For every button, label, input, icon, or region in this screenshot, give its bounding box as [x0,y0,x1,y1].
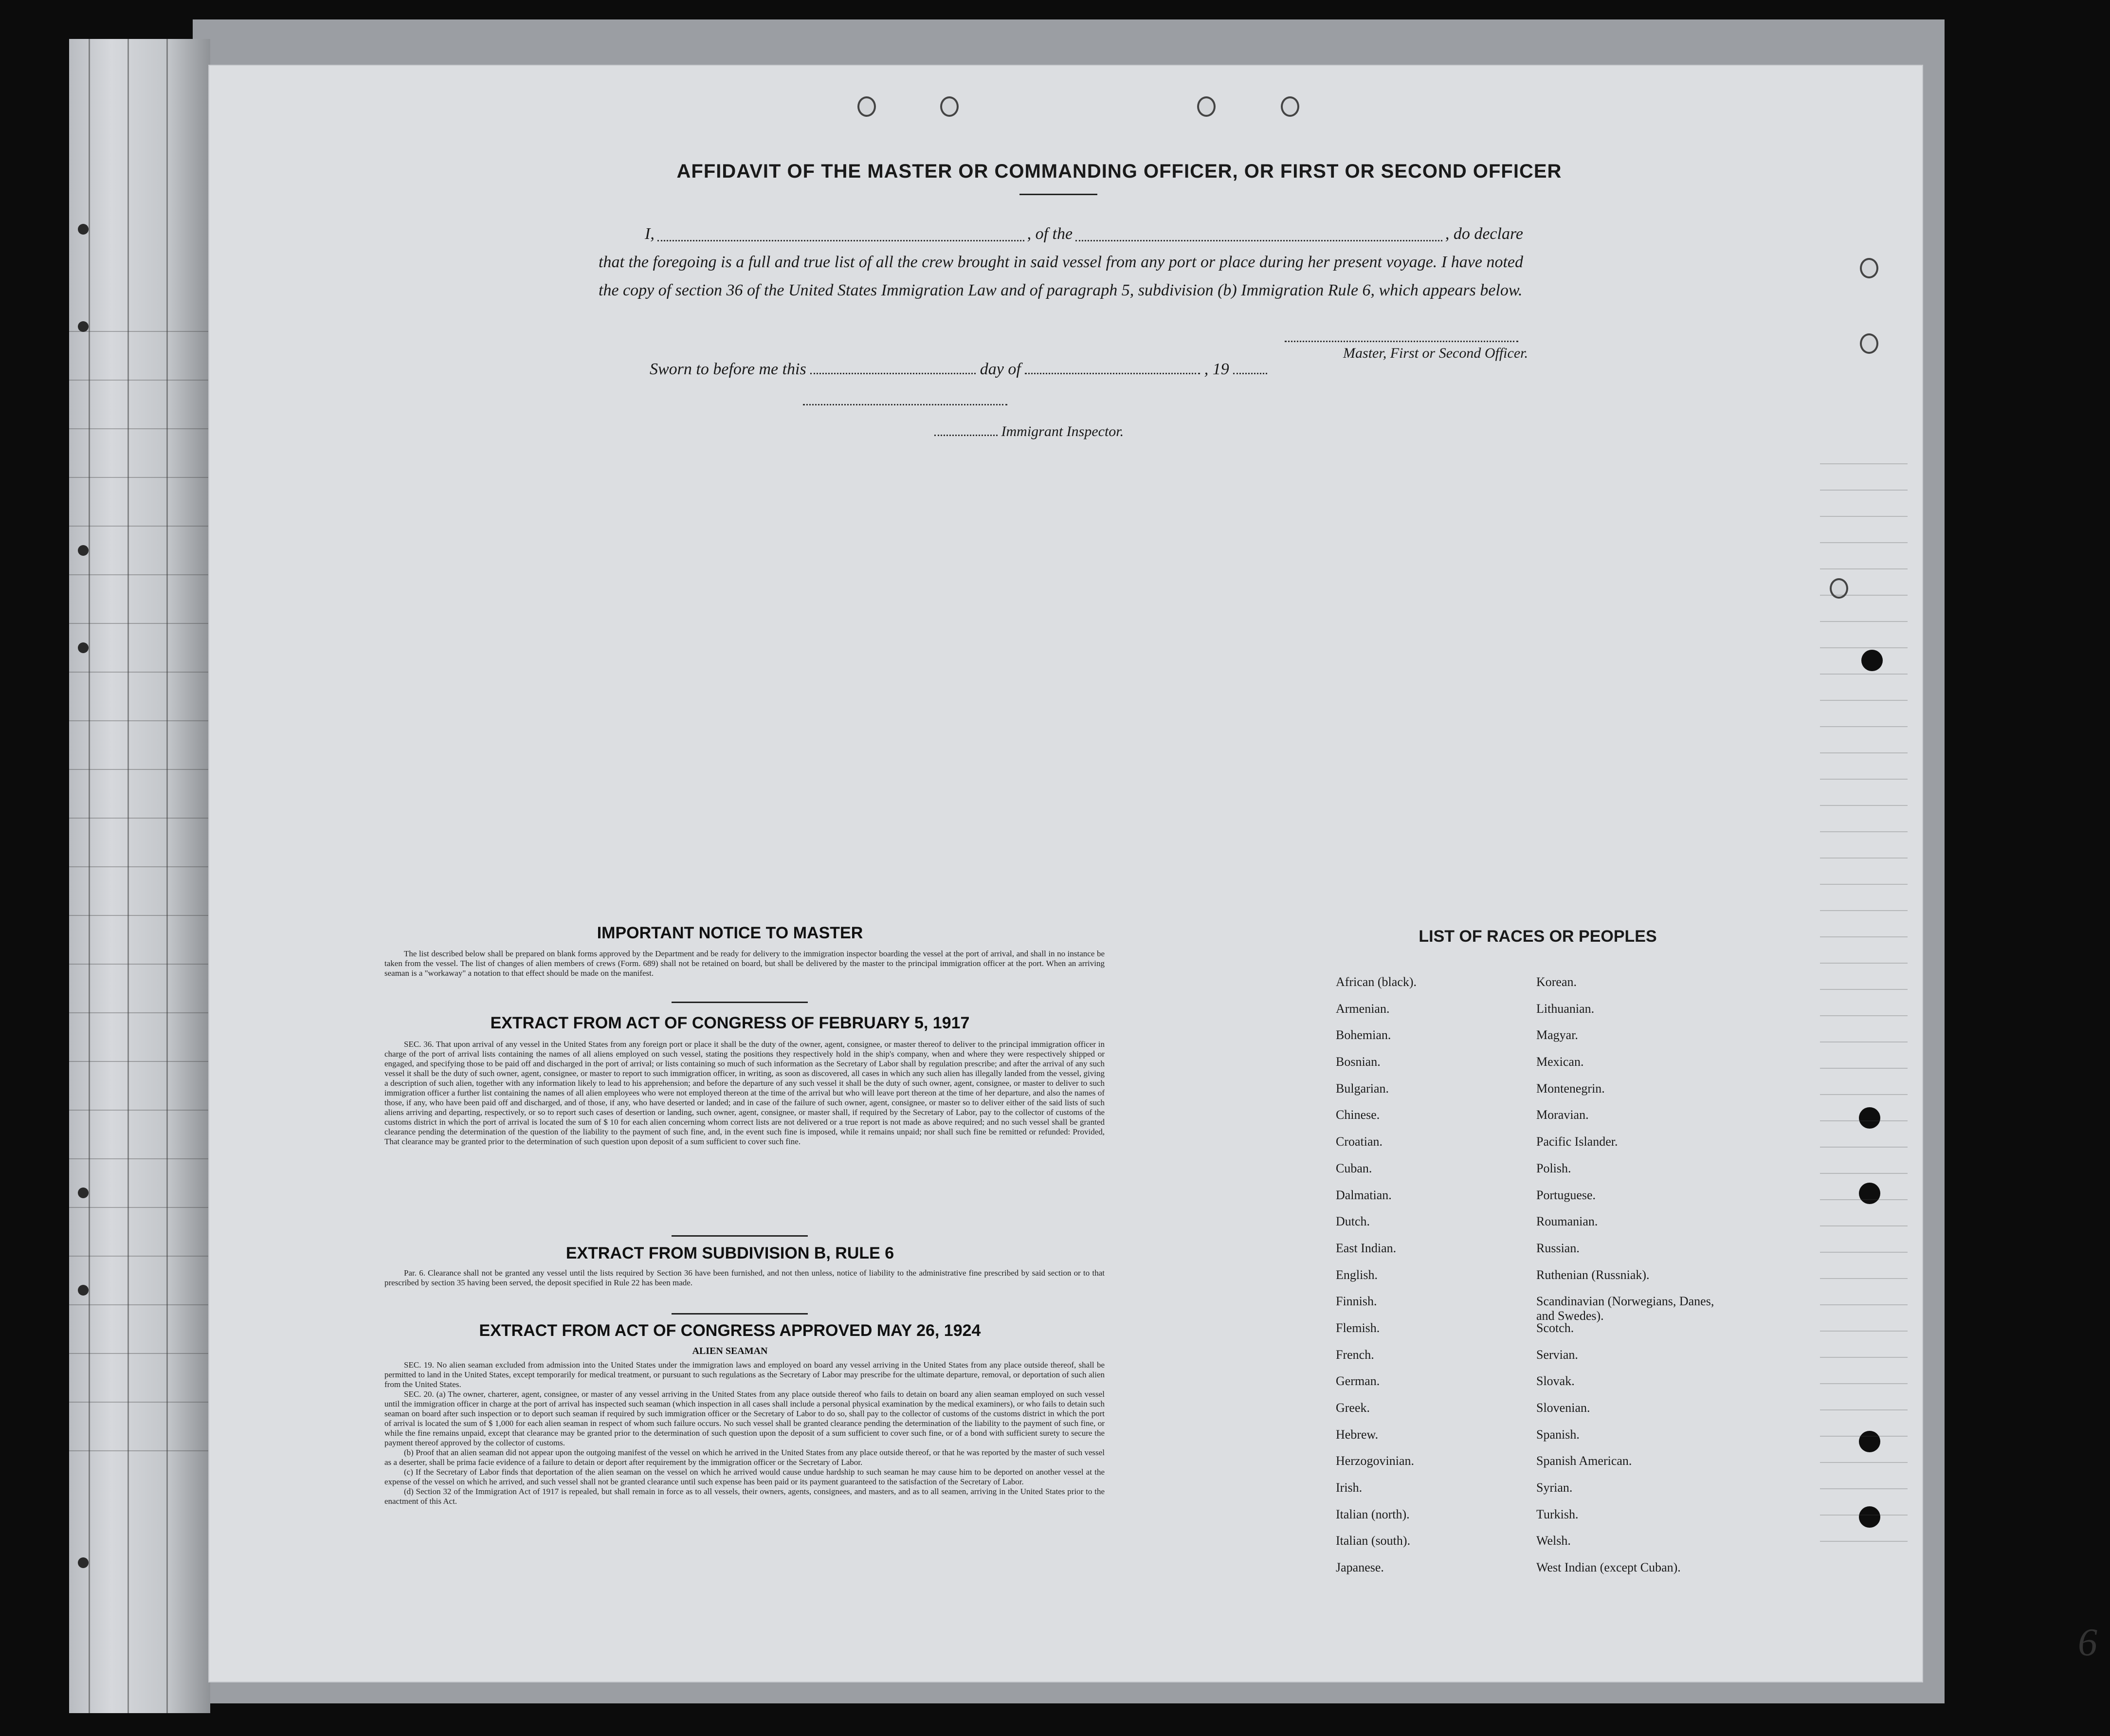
race-item: Dalmatian. [1336,1188,1392,1202]
extract-1924-subheading: ALIEN SEAMAN [692,1346,768,1356]
binder-hole [78,1557,89,1568]
race-item: English. [1336,1267,1378,1282]
race-item: Japanese. [1336,1560,1384,1575]
punch-hole [1197,96,1216,117]
race-item: Bohemian. [1336,1028,1391,1042]
binder-hole [78,224,89,235]
race-item: Pacific Islander. [1536,1134,1618,1149]
binder-hole [78,642,89,653]
race-item: Ruthenian (Russniak). [1536,1267,1650,1282]
race-item: Korean. [1536,975,1577,989]
races-column-2 [1536,975,1721,1587]
notice-text: The list described below shall be prepared on blank forms approved by the Department and be ready for delivery to the immigration inspector boarding the vessel at the port of arrival, and shall in no instance be taken from the vessel. The list of changes of alien members of crews (Form. 689) shall not be retained on board, but shall be delivered by the master to the principal immigration officer at the port. When an arriving seaman is a "workaway" a notation to that effect should be made on the manifest. [384,949,1105,978]
race-item: Greek. [1336,1401,1370,1415]
master-signature-label: Master, First or Second Officer. [1343,345,1528,361]
binder-hole [78,1285,89,1296]
master-signature-line [1285,341,1528,362]
punch-hole [1860,258,1878,278]
inspector-signature-blank[interactable] [934,435,998,436]
declare-label: , do declare [1445,225,1524,243]
race-item: Flemish. [1336,1320,1380,1335]
i-label: I, [645,225,655,243]
race-item: Finnish. [1336,1294,1377,1309]
notice-body [384,949,1105,978]
race-item: Cuban. [1336,1161,1372,1175]
bleed-through-lines [1820,438,1908,1557]
extract-1924-body [384,1360,1105,1506]
race-item: East Indian. [1336,1241,1397,1255]
year-label: , 19 [1204,360,1229,378]
extract-rule6-body [384,1268,1105,1288]
race-item: Portuguese. [1536,1188,1596,1202]
race-item: Polish. [1536,1161,1571,1175]
sworn-year-blank[interactable] [1233,373,1267,374]
extract-1924-paragraph: (b) Proof that an alien seaman did not appear upon the outgoing manifest of the vessel on which he arrived in the United States from any place outside thereof, or that he was reported by the master of such vessel as a deserter, shall be prima facie evidence of a failure to detain or deport after requirement by the immigration officer or the Secretary of Labor. [384,1448,1105,1467]
inspector-signature-label: Immigrant Inspector. [1001,423,1124,439]
binder-strip [69,39,210,1713]
extract-1917-text: SEC. 36. That upon arrival of any vessel in the United States from any foreign port or place it shall be the duty of the owner, agent, consignee, or master thereof to deliver to the principal immigration officer in charge of the port of arrival lists containing the names of all aliens employed on such vessel, stating the positions they respectively hold in the ship's company, when and where they were respectively shipped or engaged, and specifying those to be paid off and discharged in the port of arrival; or lists containing so much of such information as the Secretary of Labor shall by regulation prescribe; and after the arrival of any such vessel it shall be the duty of such owner, agent, consignee, or master to report to such immigration officer, in writing, as soon as discovered, all cases in which any such alien has illegally landed from the vessel, giving a description of such alien, together with any information likely to lead to his apprehension; and before the departure of any such vessel it shall be the duty of such owner, agent, consignee, or master to deliver to such immigration officer a further list containing the names of all alien employees who were not employed thereon at the time of the arrival but who will leave port thereon at the time of her departure, and also the names of those, if any, who have been paid off and discharged, and of those, if any, who have deserted or landed; and in case of the failure of such owner, agent, consignee, or master so to deliver either of the said lists of such aliens arriving and departing, respectively, or so to report such cases of desertion or landing, such owner, agent, consignee, or master shall, if required by the Secretary of Labor, pay to the collector of customs of the customs district in which the port of arrival is located the sum of $ 10 for each alien concerning whom correct lists are not delivered or a true report is not made as above required; and no such vessel shall be granted clearance pending the determination of the question of the liability to the payment of such fine, and, in the event such fine is imposed, while it remains unpaid; nor shall such fine be remitted or refunded: Provided, That clearance may be granted prior to the determination of such question upon deposit of a sum sufficient to cover such fine. [384,1040,1105,1146]
punch-hole [1860,333,1878,354]
extract-1924-paragraph: (c) If the Secretary of Labor finds that deportation of the alien seaman on the vessel on which he arrived would cause undue hardship to such seaman he may cause him to be deported on another vessel at the expense of the vessel on which he arrived, and such vessel shall not be granted clearance until such expense has been paid or its payment guaranteed to the satisfaction of the Secretary of Labor. [384,1467,1105,1486]
extract-1917-heading: EXTRACT FROM ACT OF CONGRESS OF FEBRUARY 5, 1917 [490,1014,970,1032]
extract-1924-heading: EXTRACT FROM ACT OF CONGRESS APPROVED MAY 26, 1924 [479,1321,981,1340]
extract-1924-paragraph: SEC. 20. (a) The owner, charterer, agent, consignee, or master of any vessel arriving in the United States from any place outside thereof who fails to detain on board any alien seaman employed on such vessel until the immigration officer in charge at the port of arrival has inspected such seaman (which inspection in all cases shall include a personal physical examination by the medical examiners), or who fails to detain such seaman on board after such inspection or to deport such seaman if required by such immigration officer or the Secretary of Labor to do so, shall pay to the collector of customs of the customs district in which the port of arrival is located the sum of $ 1,000 for each alien seaman in respect of whom such failure occurs. No such vessel shall be granted clearance pending the determination of the liability to the payment of such fine, or while the fine remains unpaid, except that clearance may be granted prior to the determination of such question upon the deposit of a sum sufficient to cover such fine, or of a bond with sufficient surety to secure the payment thereof approved by the collector of customs. [384,1389,1105,1447]
race-item: Italian (north). [1336,1507,1410,1521]
race-item: Herzogovinian. [1336,1454,1415,1468]
extract-1924-paragraph: SEC. 19. No alien seaman excluded from admission into the United States under the immigration laws and employed on board any vessel arriving in the United States from any place outside thereof, shall be permitted to land in the United States, except temporarily for medical treatment, or pursuant to such regulations as the Secretary of Labor may prescribe for the ultimate departure, removal, or deportation of such alien from the United States. [384,1360,1105,1389]
handwritten-page-mark: 6 [2078,1621,2097,1664]
race-item: Bosnian. [1336,1055,1381,1069]
affidavit-statement: that the foregoing is a full and true list of all the crew brought in said vessel from any port or place during her present voyage. I have noted the copy of section 36 of the United States Immigration Law and of paragraph 5, subdivision (b) Immigration Rule 6, which appears below. [599,253,1523,299]
punch-hole [857,96,876,117]
inspector-signature-line [934,423,1124,440]
affidavit-title: AFFIDAVIT OF THE MASTER OR COMMANDING OFFICER, OR FIRST OR SECOND OFFICER [676,161,1562,182]
race-item: Moravian. [1536,1108,1589,1122]
affidavit-declaration-line [599,220,1523,248]
extract-rule6-heading: EXTRACT FROM SUBDIVISION B, RULE 6 [565,1244,894,1262]
race-item: French. [1336,1347,1374,1362]
race-item: Roumanian. [1536,1214,1598,1229]
race-item: Irish. [1336,1480,1363,1495]
race-item: Spanish American. [1536,1454,1632,1468]
race-item: Croatian. [1336,1134,1383,1149]
race-item: Chinese. [1336,1108,1380,1122]
extract-1924-paragraph: (d) Section 32 of the Immigration Act of 1917 is repealed, but shall remain in force as to all vessels, their owners, agents, consignees, and masters, and as to all seamen, arriving in the United States prior to the enactment of this Act. [384,1487,1105,1506]
races-heading: LIST OF RACES OR PEOPLES [1419,927,1657,946]
name-blank[interactable] [657,220,1024,241]
race-item: Lithuanian. [1536,1001,1595,1016]
race-item: West Indian (except Cuban). [1536,1560,1681,1575]
of-the-label: , of the [1027,225,1073,243]
races-column-1 [1336,975,1417,1587]
sworn-day-blank[interactable] [810,373,976,374]
inspector-blank-upper[interactable] [803,404,1007,405]
sworn-month-blank[interactable] [1025,373,1200,374]
race-item: Syrian. [1536,1480,1573,1495]
race-item: Magyar. [1536,1028,1578,1042]
race-item: African (black). [1336,975,1417,989]
race-item: Spanish. [1536,1427,1580,1442]
race-item: Servian. [1536,1347,1578,1362]
race-item: Scotch. [1536,1320,1574,1335]
punch-hole [940,96,959,117]
race-item: Montenegrin. [1536,1081,1605,1096]
sworn-line [650,360,1267,379]
section-rule [672,1002,808,1003]
binder-hole [78,1188,89,1198]
race-item: Scandinavian (Norwegians, Danes, and Swedes). [1536,1294,1714,1323]
notice-heading: IMPORTANT NOTICE TO MASTER [597,924,863,942]
race-item: Hebrew. [1336,1427,1379,1442]
extract-1917-body [384,1040,1105,1147]
title-rule [1019,194,1097,195]
extract-rule6-text: Par. 6. Clearance shall not be granted any vessel until the lists required by Section 36 have been furnished, and not then unless, notice of liability to the administrative fine prescribed by said section or to that prescribed by section 35 having been served, the deposit specified in Rule 22 has been made. [384,1268,1105,1287]
race-item: Russian. [1536,1241,1580,1255]
punch-hole [1281,96,1299,117]
affidavit-body [599,220,1523,305]
master-signature-blank[interactable] [1285,341,1518,342]
race-item: Slovenian. [1536,1401,1590,1415]
day-of-label: day of [980,360,1021,378]
race-item: Turkish. [1536,1507,1579,1521]
race-item: Bulgarian. [1336,1081,1389,1096]
race-item: Armenian. [1336,1001,1390,1016]
race-item: Mexican. [1536,1055,1584,1069]
race-item: Dutch. [1336,1214,1370,1229]
section-rule [672,1235,808,1237]
binder-hole [78,321,89,332]
race-item: German. [1336,1374,1380,1389]
binder-hole [78,545,89,556]
race-item: Welsh. [1536,1534,1571,1548]
section-rule [672,1313,808,1315]
sworn-label: Sworn to before me this [650,360,806,378]
race-item: Slovak. [1536,1374,1575,1389]
race-item: Italian (south). [1336,1534,1411,1548]
vessel-blank[interactable] [1075,220,1442,241]
